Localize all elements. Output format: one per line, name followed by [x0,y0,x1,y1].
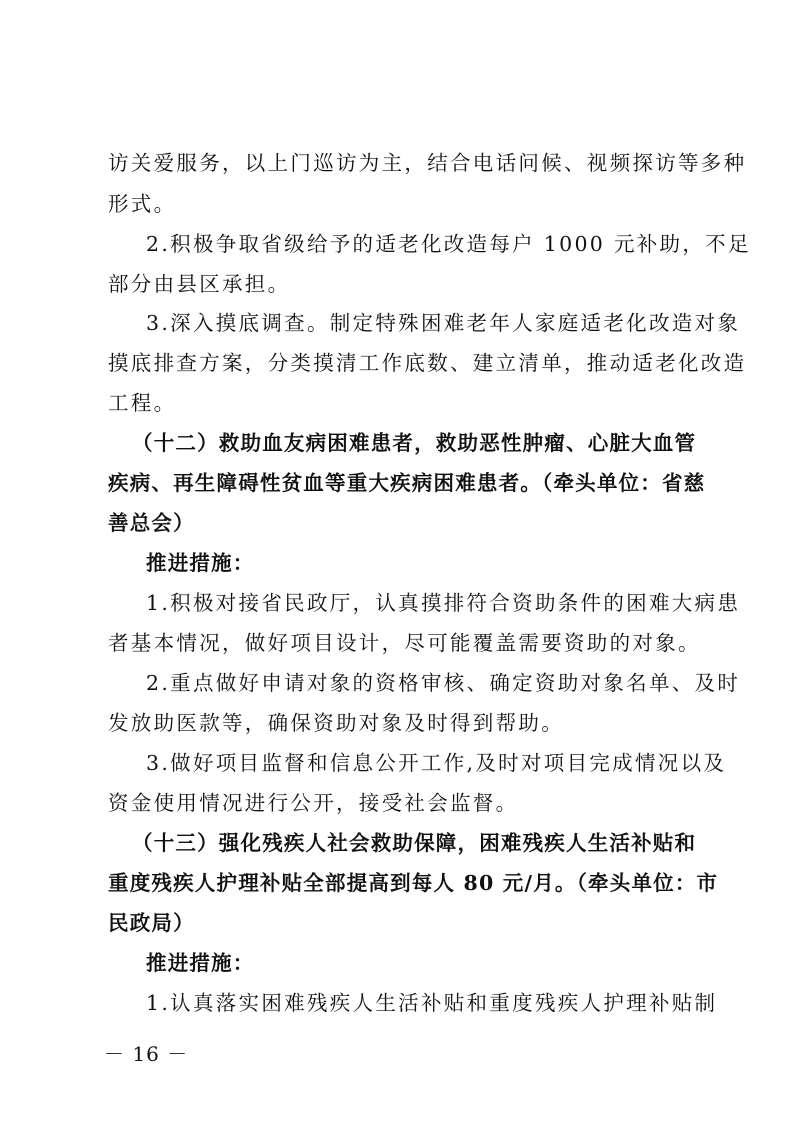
paragraph-line: 者基本情况，做好项目设计，尽可能覆盖需要资助的对象。 [108,631,701,655]
paragraph-line: 摸底排查方案，分类摸清工作底数、建立清单，推动适老化改造 [108,351,747,375]
page-number: － 16 － [104,1042,189,1066]
paragraph-line: 工程。 [108,391,177,415]
section-heading-line: 民政局） [108,911,195,935]
paragraph-line: 2.积极争取省级给予的适老化改造每户 1000 元补助，不足 [146,232,751,256]
paragraph-line: 形式。 [108,192,177,216]
section-heading-line: （十三）强化残疾人社会救助保障，困难残疾人生活补贴和 [132,831,697,855]
paragraph-line: 3.做好项目监督和信息公开工作,及时对项目完成情况以及 [146,751,727,775]
section-heading-line: （十二）救助血友病困难患者，救助恶性肿瘤、心脏大血管 [132,431,697,455]
paragraph-line: 1.认真落实困难残疾人生活补贴和重度残疾人护理补贴制 [146,991,718,1015]
subheading-measures: 推进措施： [146,951,255,975]
paragraph-line: 部分由县区承担。 [108,272,291,296]
paragraph-line: 3.深入摸底调查。制定特殊困难老年人家庭适老化改造对象 [146,311,741,335]
subheading-measures: 推进措施： [146,551,255,575]
section-heading-line: 善总会） [108,511,195,535]
section-heading-line: 重度残疾人护理补贴全部提高到每人 80 元/月。（牵头单位：市 [108,871,719,895]
paragraph-line: 发放助医款等，确保资助对象及时得到帮助。 [108,711,564,735]
section-heading-line: 疾病、再生障碍性贫血等重大疾病困难患者。（牵头单位：省慈 [108,471,706,495]
paragraph-line: 1.积极对接省民政厅，认真摸排符合资助条件的困难大病患 [146,591,741,615]
paragraph-line: 2.重点做好申请对象的资格审核、确定资助对象名单、及时 [146,671,741,695]
paragraph-line: 访关爱服务，以上门巡访为主，结合电话问候、视频探访等多种 [108,151,747,175]
paragraph-line: 资金使用情况进行公开，接受社会监督。 [108,791,519,815]
